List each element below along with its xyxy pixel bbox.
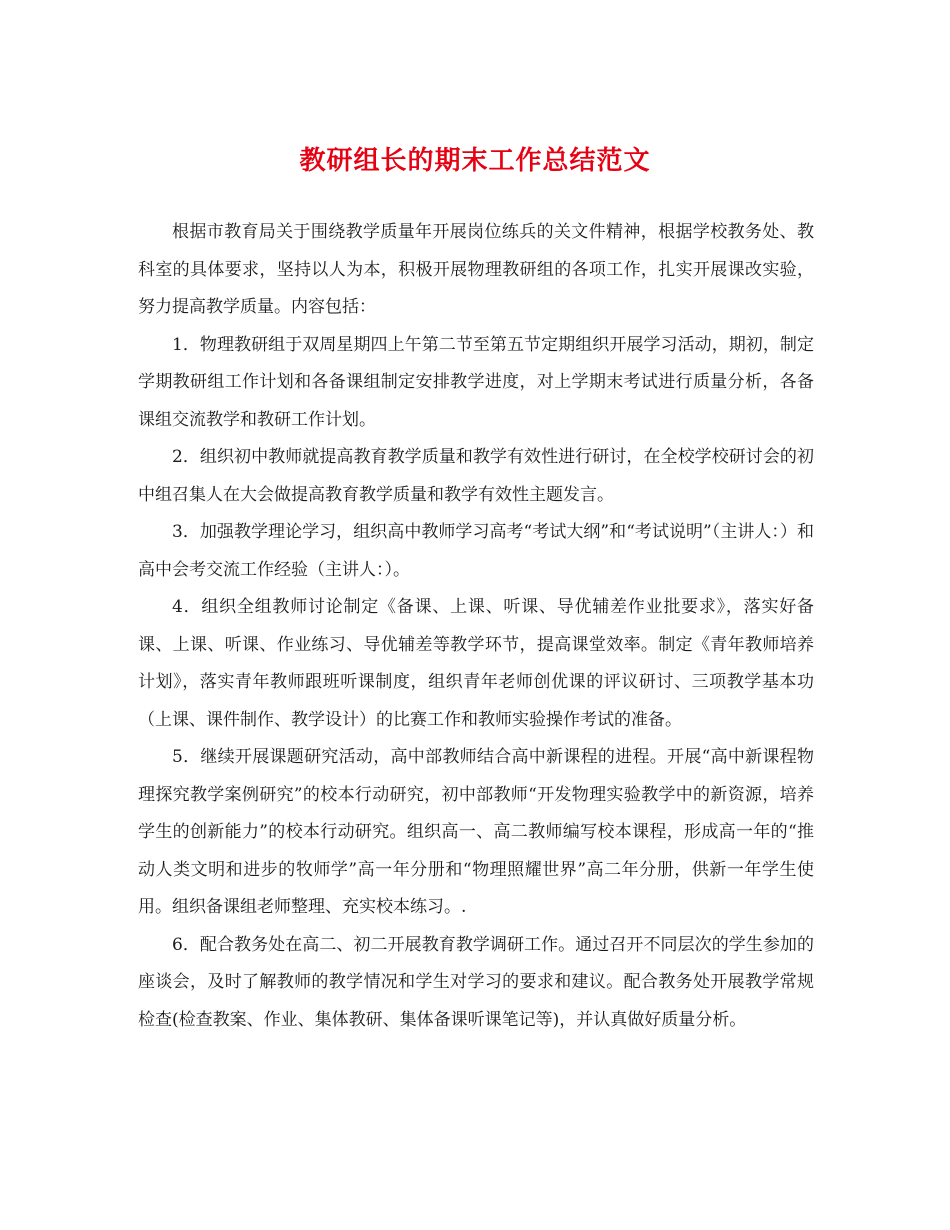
paragraph-item-2: 2．组织初中教师就提高教育教学质量和教学有效性进行研讨，在全校学校研讨会的初中组召集人在大会做提高教育教学质量和教学有效性主题发言。 xyxy=(138,447,814,505)
document-title: 教研组长的期末工作总结范文 xyxy=(299,146,651,176)
paragraph-item-3: 3．加强教学理论学习，组织高中教师学习高考“考试大纲”和“考试说明”（主讲人：）和高中会考交流工作经验（主讲人：）。 xyxy=(138,522,814,580)
document-body xyxy=(138,214,814,1039)
paragraph-item-6: 6．配合教务处在高二、初二开展教育教学调研工作。通过召开不同层次的学生参加的座谈会，及时了解教师的教学情况和学生对学习的要求和建议。配合教务处开展教学常规检查(检查教案、作业、集体教研、集体备课听课笔记等)，并认真做好质量分析。 xyxy=(138,934,814,1030)
paragraph-item-5: 5．继续开展课题研究活动，高中部教师结合高中新课程的进程。开展“高中新课程物理探究教学案例研究”的校本行动研究，初中部教师“开发物理实验教学中的新资源，培养学生的创新能力”的校本行动研究。组织高一、高二教师编写校本课程，形成高一年的“推动人类文明和进步的牧师学”高一年分册和“物理照耀世界”高二年分册，供新一年学生使用。组织备课组老师整理、充实校本练习。. xyxy=(138,747,814,917)
paragraph-item-4: 4．组织全组教师讨论制定《备课、上课、听课、导优辅差作业批要求》，落实好备课、上课、听课、作业练习、导优辅差等教学环节，提高课堂效率。制定《青年教师培养计划》，落实青年教师跟班听课制度，组织青年老师创优课的评议研讨、三项教学基本功（上课、课件制作、教学设计）的比赛工作和教师实验操作考试的准备。 xyxy=(138,597,814,730)
paragraph-item-1: 1．物理教研组于双周星期四上午第二节至第五节定期组织开展学习活动，期初，制定学期教研组工作计划和各备课组制定安排教学进度，对上学期末考试进行质量分析，各备课组交流教学和教研工作计划。 xyxy=(138,334,814,430)
paragraph-intro: 根据市教育局关于围绕教学质量年开展岗位练兵的关文件精神，根据学校教务处、教科室的具体要求，坚持以人为本，积极开展物理教研组的各项工作，扎实开展课改实验，努力提高教学质量。内容包括： xyxy=(138,222,814,317)
